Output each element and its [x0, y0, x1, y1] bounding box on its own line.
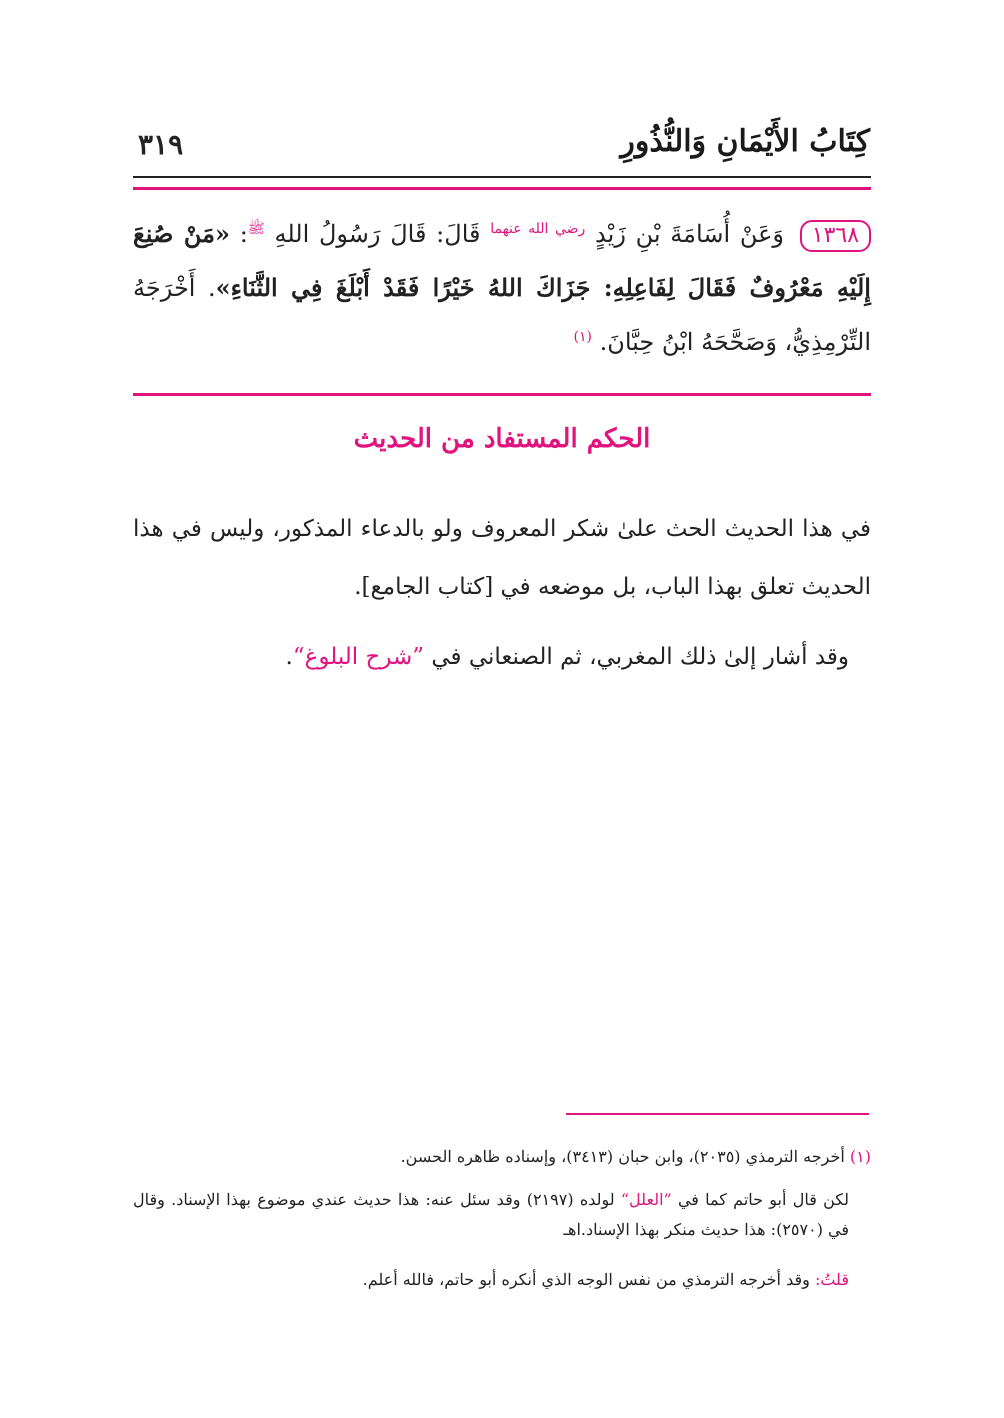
- body-paragraph-2: [133, 628, 871, 686]
- page-number: ٣١٩: [138, 128, 184, 161]
- hadith-matn: «مَنْ صُنِعَ إِلَيْهِ مَعْرُوفٌ فَقَالَ لِفَاعِلِهِ: جَزَاكَ اللهُ خَيْرًا فَقَدْ أَبْلَغَ فِي الثَّنَاءِ»: [133, 219, 871, 302]
- para2-book-reference: ”شرح البلوغ“: [292, 644, 425, 670]
- para2-text: وقد أشار إلىٰ ذلك المغربي، ثم الصنعاني في: [424, 644, 849, 670]
- footnote-remark: [133, 1265, 871, 1295]
- hadith-text: [133, 207, 871, 369]
- footnote-remark-text: وقد أخرجه الترمذي من نفس الوجه الذي أنكره أبو حاتم، فالله أعلم.: [362, 1270, 815, 1289]
- hadith-qala: قَالَ: قَالَ رَسُولُ اللهِ: [274, 220, 481, 248]
- honorific-sahabi: رضي الله عنهما: [490, 221, 586, 237]
- footnote-line-2-rest: لولده (٢١٩٧) وقد سئل عنه: هذا حديث عندي موضوع بهذا الإسناد. وقال في (٢٥٧٠): هذا حديث منكر بهذا الإسناد.اهـ: [133, 1190, 849, 1239]
- footnote-reference[interactable]: (١): [573, 329, 592, 345]
- footnote-line-2: لكن قال أبو حاتم كما في: [671, 1190, 849, 1209]
- hadith-bottom-rule: [133, 393, 871, 396]
- footnote-continuation: [133, 1185, 871, 1245]
- hadith-number-badge: ١٣٦٨: [800, 220, 871, 252]
- footnote-book-reference: ”العلل“: [620, 1190, 672, 1209]
- footnote-number: (١): [849, 1147, 871, 1166]
- hadith-takhrij: . أَخْرَجَهُ التِّرْمِذِيُّ، وَصَحَّحَهُ ابْنُ حِبَّانَ.: [133, 274, 871, 356]
- footnote-1: [133, 1142, 871, 1172]
- header-rule-top: [133, 176, 871, 178]
- book-title: كِتَابُ الأَيْمَانِ وَالنُّذُورِ: [620, 124, 870, 159]
- para2-end: .: [285, 644, 293, 670]
- header-rule-pink: [133, 187, 871, 190]
- footnote-line-1: أخرجه الترمذي (٢٠٣٥)، وابن حبان (٣٤١٣)، وإسناده ظاهره الحسن.: [400, 1147, 845, 1166]
- honorific-prophet: ﷺ: [247, 221, 265, 237]
- footnote-remark-label: قلتُ:: [814, 1270, 849, 1289]
- hadith-isnad: وَعَنْ أُسَامَةَ بْنِ زَيْدٍ: [595, 220, 785, 248]
- section-heading: الحكم المستفاد من الحديث: [353, 424, 651, 454]
- footnote-separator: [566, 1113, 869, 1115]
- body-paragraph-1: في هذا الحديث الحث علىٰ شكر المعروف ولو بالدعاء المذكور، وليس في هذا الحديث تعلق بهذا الباب، بل موضعه في [كتاب الجامع].: [133, 516, 871, 600]
- hadith-colon: :: [239, 220, 248, 248]
